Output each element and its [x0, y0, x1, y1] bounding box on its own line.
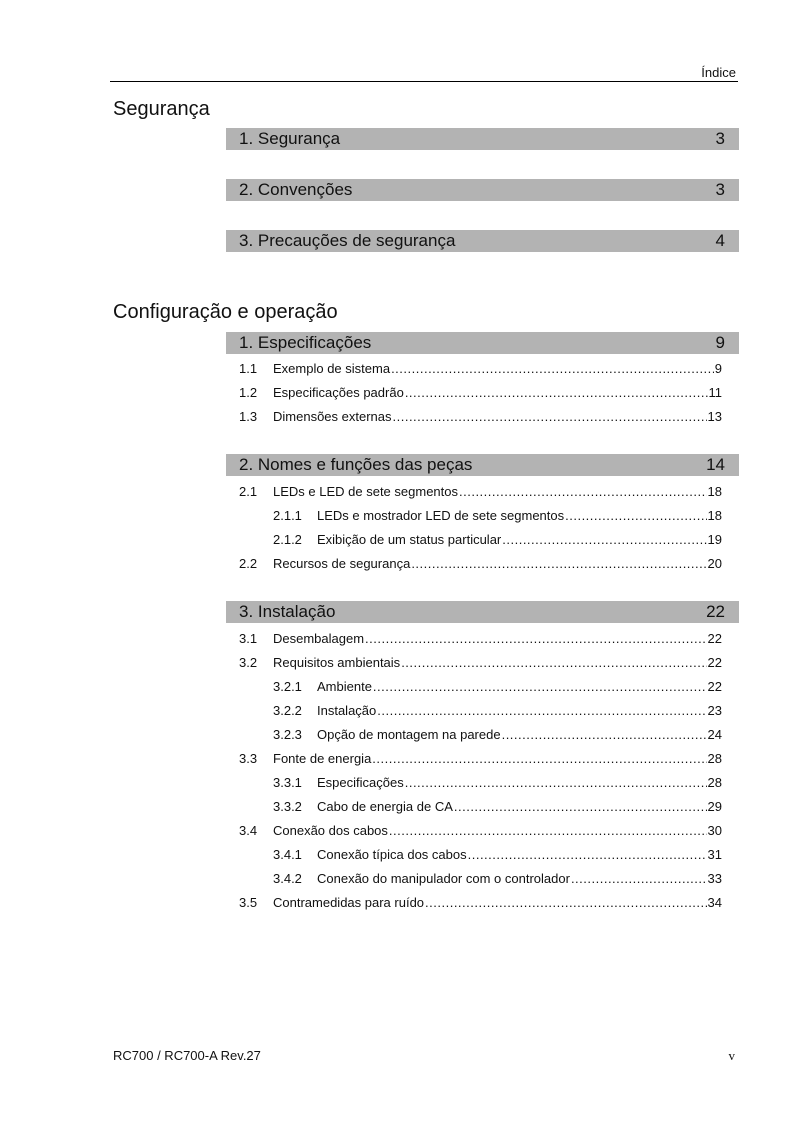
chapter-page: 3 [715, 180, 725, 199]
entry-leader-dots [405, 384, 708, 402]
entry-number: 3.4.1 [273, 847, 302, 862]
entry-leader-dots [454, 798, 707, 816]
chapter-page: 4 [715, 231, 725, 250]
entry-number: 1.3 [239, 409, 258, 424]
chapter-title: 3. Precauções de segurança [239, 231, 456, 250]
header-label: Índice [701, 65, 736, 80]
toc-entry[interactable] [239, 630, 722, 648]
entry-page: 9 [714, 361, 722, 376]
entry-number: 3.2 [239, 655, 258, 670]
entry-number: 3.5 [239, 895, 258, 910]
chapter-bar[interactable] [226, 332, 739, 354]
entry-number: 3.2.1 [273, 679, 302, 694]
entry-title: Contramedidas para ruído [273, 895, 425, 910]
entry-number: 3.1 [239, 631, 258, 646]
header-rule [110, 81, 738, 82]
entry-title: Especificações padrão [273, 385, 404, 400]
entry-title: Requisitos ambientais [273, 655, 401, 670]
entry-page: 13 [707, 409, 722, 424]
entry-leader-dots [365, 630, 706, 648]
toc-entry[interactable] [239, 483, 722, 501]
entry-title: Opção de montagem na parede [317, 727, 501, 742]
entry-title: Ambiente [317, 679, 372, 694]
entry-title: Cabo de energia de CA [317, 799, 453, 814]
entry-number: 3.3 [239, 751, 258, 766]
entry-page: 18 [707, 484, 722, 499]
toc-entry[interactable] [273, 726, 722, 744]
entry-leader-dots [372, 750, 706, 768]
entry-page: 33 [707, 871, 722, 886]
entry-page: 28 [707, 751, 722, 766]
entry-leader-dots [468, 846, 707, 864]
entry-leader-dots [373, 678, 707, 696]
entry-page: 30 [707, 823, 722, 838]
toc-entry[interactable] [239, 408, 722, 426]
toc-entry[interactable] [239, 822, 722, 840]
entry-title: Exibição de um status particular [317, 532, 502, 547]
entry-leader-dots [405, 774, 707, 792]
entry-number: 3.2.3 [273, 727, 302, 742]
entry-page: 29 [707, 799, 722, 814]
chapter-bar[interactable] [226, 454, 739, 476]
footer-page-number: v [728, 1048, 735, 1063]
entry-page: 20 [707, 556, 722, 571]
entry-leader-dots [565, 507, 706, 525]
toc-entry[interactable] [239, 750, 722, 768]
entry-page: 18 [707, 508, 722, 523]
chapter-bar[interactable] [226, 601, 739, 623]
entry-title: Dimensões externas [273, 409, 392, 424]
entry-title: Conexão dos cabos [273, 823, 388, 838]
toc-entry[interactable] [273, 774, 722, 792]
entry-title: Exemplo de sistema [273, 361, 391, 376]
chapter-bar[interactable] [226, 128, 739, 150]
entry-page: 24 [707, 727, 722, 742]
toc-entry[interactable] [273, 870, 722, 888]
entry-number: 3.4 [239, 823, 258, 838]
chapter-page: 3 [715, 129, 725, 148]
entry-leader-dots [411, 555, 706, 573]
toc-entry[interactable] [239, 384, 722, 402]
entry-number: 2.1.2 [273, 532, 302, 547]
entry-leader-dots [502, 726, 707, 744]
toc-entry[interactable] [239, 894, 722, 912]
entry-number: 2.1.1 [273, 508, 302, 523]
entry-leader-dots [401, 654, 706, 672]
entry-leader-dots [425, 894, 707, 912]
entry-page: 19 [707, 532, 722, 547]
toc-entry[interactable] [239, 555, 722, 573]
entry-title: Desembalagem [273, 631, 365, 646]
toc-entry[interactable] [273, 846, 722, 864]
part-title-configuracao: Configuração e operação [113, 301, 338, 323]
entry-page: 28 [707, 775, 722, 790]
toc-entry[interactable] [273, 507, 722, 525]
footer-document-id: RC700 / RC700-A Rev.27 [113, 1048, 261, 1063]
entry-title: Conexão típica dos cabos [317, 847, 467, 862]
entry-leader-dots [393, 408, 707, 426]
entry-page: 23 [707, 703, 722, 718]
chapter-page: 22 [706, 602, 725, 621]
toc-entry[interactable] [273, 798, 722, 816]
entry-title: Recursos de segurança [273, 556, 411, 571]
entry-page: 22 [707, 631, 722, 646]
entry-number: 3.2.2 [273, 703, 302, 718]
entry-leader-dots [389, 822, 707, 840]
entry-title: Especificações [317, 775, 404, 790]
chapter-bar[interactable] [226, 230, 739, 252]
chapter-title: 1. Segurança [239, 129, 341, 148]
part-title-seguranca: Segurança [113, 98, 210, 120]
entry-page: 34 [707, 895, 722, 910]
chapter-page: 9 [715, 333, 725, 352]
toc-entry[interactable] [273, 531, 722, 549]
entry-leader-dots [571, 870, 707, 888]
entry-leader-dots [391, 360, 714, 378]
chapter-title: 3. Instalação [239, 602, 336, 621]
entry-page: 22 [707, 655, 722, 670]
chapter-page: 14 [706, 455, 725, 474]
entry-number: 2.2 [239, 556, 258, 571]
toc-entry[interactable] [273, 702, 722, 720]
entry-title: Instalação [317, 703, 377, 718]
entry-title: Conexão do manipulador com o controlador [317, 871, 570, 886]
entry-page: 22 [707, 679, 722, 694]
toc-entry[interactable] [273, 678, 722, 696]
chapter-title: 1. Especificações [239, 333, 372, 352]
entry-page: 11 [708, 385, 722, 400]
entry-number: 1.1 [239, 361, 258, 376]
toc-entry[interactable] [239, 360, 722, 378]
entry-title: LEDs e LED de sete segmentos [273, 484, 458, 499]
entry-number: 3.3.2 [273, 799, 302, 814]
toc-entry[interactable] [239, 654, 722, 672]
entry-page: 31 [707, 847, 722, 862]
chapter-title: 2. Convenções [239, 180, 353, 199]
chapter-bar[interactable] [226, 179, 739, 201]
entry-number: 3.4.2 [273, 871, 302, 886]
chapter-title: 2. Nomes e funções das peças [239, 455, 473, 474]
entry-leader-dots [377, 702, 706, 720]
entry-number: 2.1 [239, 484, 258, 499]
entry-number: 1.2 [239, 385, 258, 400]
entry-leader-dots [459, 483, 707, 501]
entry-title: LEDs e mostrador LED de sete segmentos [317, 508, 565, 523]
entry-title: Fonte de energia [273, 751, 372, 766]
entry-leader-dots [502, 531, 706, 549]
entry-number: 3.3.1 [273, 775, 302, 790]
